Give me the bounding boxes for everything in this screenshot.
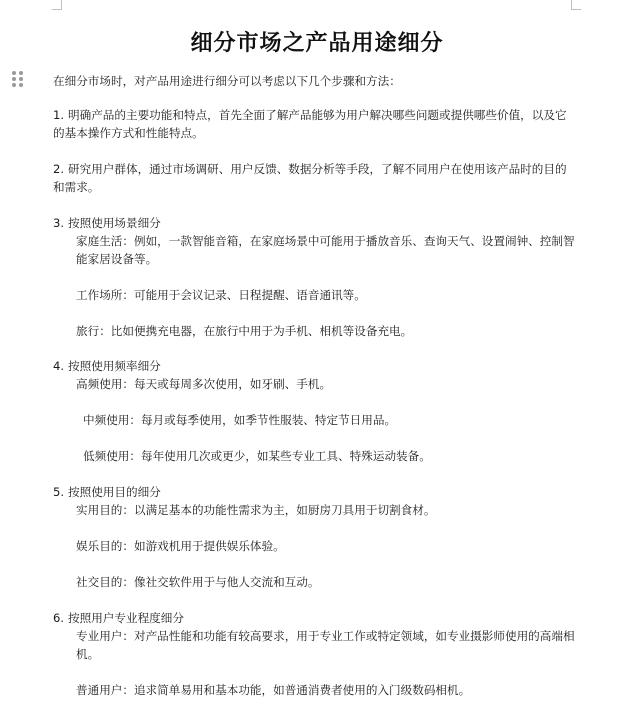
step-3 (53, 214, 575, 340)
step-3-heading (53, 214, 575, 232)
sub-item: 工作场所：可能用于会议记录、日程提醒、语音通讯等。 (76, 288, 366, 302)
sub-item: 中频使用：每月或每季使用，如季节性服装、特定节日用品。 (83, 413, 397, 427)
step-number: 1. (53, 108, 65, 122)
drag-dot (12, 77, 16, 81)
step-2 (53, 160, 575, 196)
sub-item: 专业用户：对产品性能和功能有较高要求，用于专业工作或特定领域，如专业摄影师使用的高端相机。 (76, 629, 575, 661)
step-6 (53, 609, 575, 699)
step-5 (53, 483, 575, 591)
step-heading-text: 按照使用频率细分 (68, 359, 161, 373)
sub-item: 社交目的：像社交软件用于与他人交流和互动。 (76, 575, 320, 589)
sub-item: 旅行：比如便携充电器，在旅行中用于为手机、相机等设备充电。 (76, 324, 413, 338)
step-heading-text: 按照使用场景细分 (68, 216, 161, 230)
step-heading-text: 按照使用目的细分 (68, 485, 161, 499)
drag-handle-icon[interactable] (12, 71, 24, 89)
step-4 (53, 357, 575, 465)
step-4-heading (53, 357, 575, 375)
sub-item: 家庭生活：例如，一款智能音箱，在家庭场景中可能用于播放音乐、查询天气、设置闹钟、控制智能家居设备等。 (76, 234, 575, 266)
intro-paragraph: 在细分市场时，对产品用途进行细分可以考虑以下几个步骤和方法： (53, 74, 401, 88)
drag-dot (19, 71, 23, 75)
sub-item: 低频使用：每年使用几次或更少，如某些专业工具、特殊运动装备。 (83, 449, 431, 463)
drag-dot (12, 71, 16, 75)
step-text: 研究用户群体，通过市场调研、用户反馈、数据分析等手段，了解不同用户在使用该产品时的目的和需求。 (53, 162, 567, 194)
step-number: 5. (53, 485, 65, 499)
step-number: 6. (53, 611, 65, 625)
step-text: 明确产品的主要功能和特点，首先全面了解产品能够为用户解决哪些问题或提供哪些价值，以及它的基本操作方式和性能特点。 (53, 108, 567, 140)
sub-item: 高频使用：每天或每周多次使用，如牙刷、手机。 (76, 377, 332, 391)
page-margin-corner-left (52, 0, 62, 10)
step-heading-text: 按照用户专业程度细分 (68, 611, 184, 625)
step-1 (53, 106, 575, 142)
page-margin-corner-right (571, 0, 581, 10)
step-number: 3. (53, 216, 65, 230)
document-title: 细分市场之产品用途细分 (190, 29, 444, 56)
drag-dot (19, 77, 23, 81)
step-5-heading (53, 483, 575, 501)
drag-dot (19, 83, 23, 87)
sub-item: 实用目的：以满足基本的功能性需求为主，如厨房刀具用于切割食材。 (76, 503, 436, 517)
step-1-text (53, 106, 575, 142)
document-body[interactable] (53, 72, 575, 717)
step-2-text (53, 160, 575, 196)
drag-dot (12, 83, 16, 87)
sub-item: 娱乐目的：如游戏机用于提供娱乐体验。 (76, 539, 285, 553)
sub-item: 普通用户：追求简单易用和基本功能，如普通消费者使用的入门级数码相机。 (76, 683, 471, 697)
step-6-heading (53, 609, 575, 627)
step-number: 2. (53, 162, 65, 176)
step-number: 4. (53, 359, 65, 373)
